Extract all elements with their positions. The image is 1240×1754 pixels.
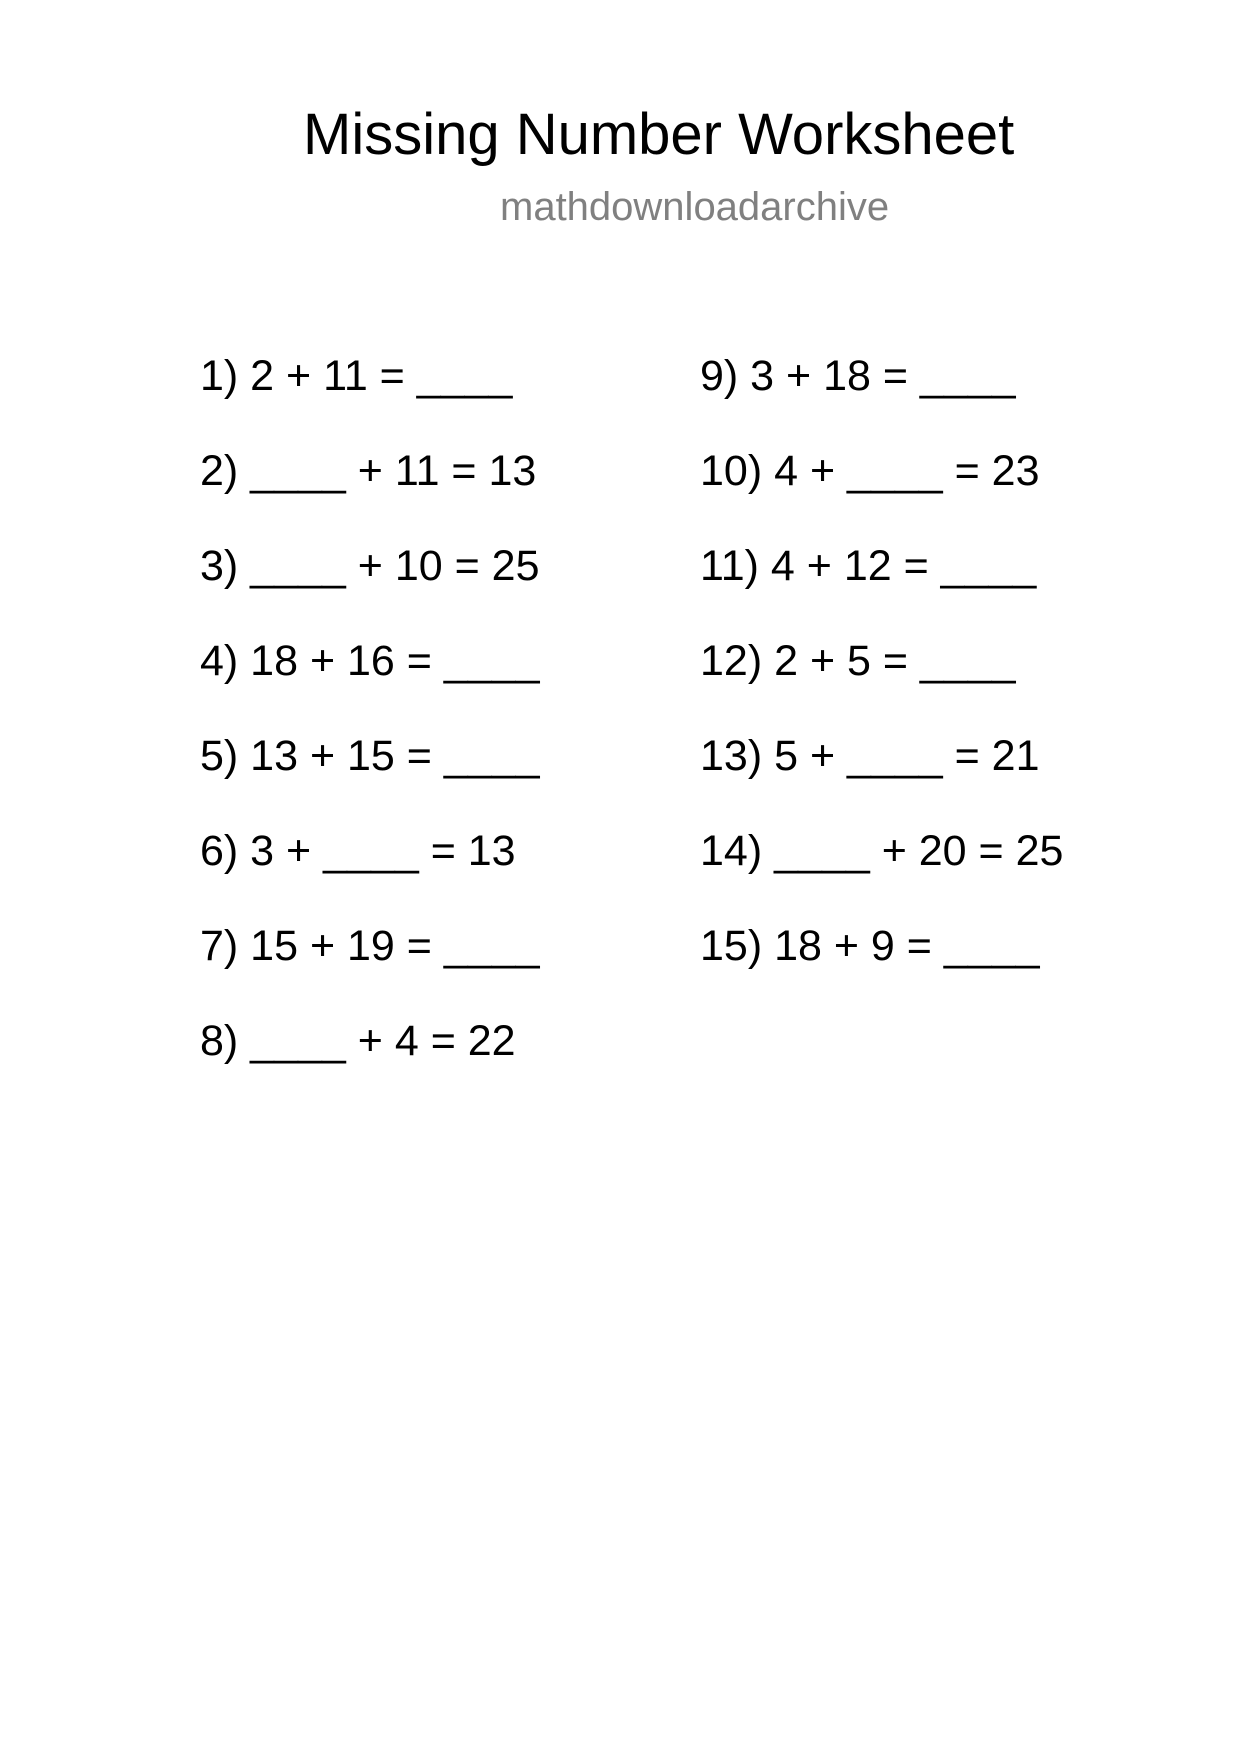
problem-4: 4) 18 + 16 = ____ <box>200 637 540 685</box>
problem-2: 2) ____ + 11 = 13 <box>200 447 537 495</box>
problem-list-left <box>200 350 680 1110</box>
problem-list-right <box>700 350 1180 1015</box>
problem-5: 5) 13 + 15 = ____ <box>200 732 540 780</box>
problem-1: 1) 2 + 11 = ____ <box>200 352 513 400</box>
problem-6: 6) 3 + ____ = 13 <box>200 827 516 875</box>
problem-9: 9) 3 + 18 = ____ <box>700 352 1016 400</box>
problem-8: 8) ____ + 4 = 22 <box>200 1017 516 1065</box>
problem-10: 10) 4 + ____ = 23 <box>700 447 1040 495</box>
problem-11: 11) 4 + 12 = ____ <box>700 542 1037 590</box>
problem-13: 13) 5 + ____ = 21 <box>700 732 1040 780</box>
page-subtitle: mathdownloadarchive <box>500 185 890 229</box>
problem-7: 7) 15 + 19 = ____ <box>200 922 540 970</box>
page-title: Missing Number Worksheet <box>303 102 1015 167</box>
problem-12: 12) 2 + 5 = ____ <box>700 637 1016 685</box>
problem-14: 14) ____ + 20 = 25 <box>700 827 1064 875</box>
problem-15: 15) 18 + 9 = ____ <box>700 922 1040 970</box>
problem-3: 3) ____ + 10 = 25 <box>200 542 540 590</box>
